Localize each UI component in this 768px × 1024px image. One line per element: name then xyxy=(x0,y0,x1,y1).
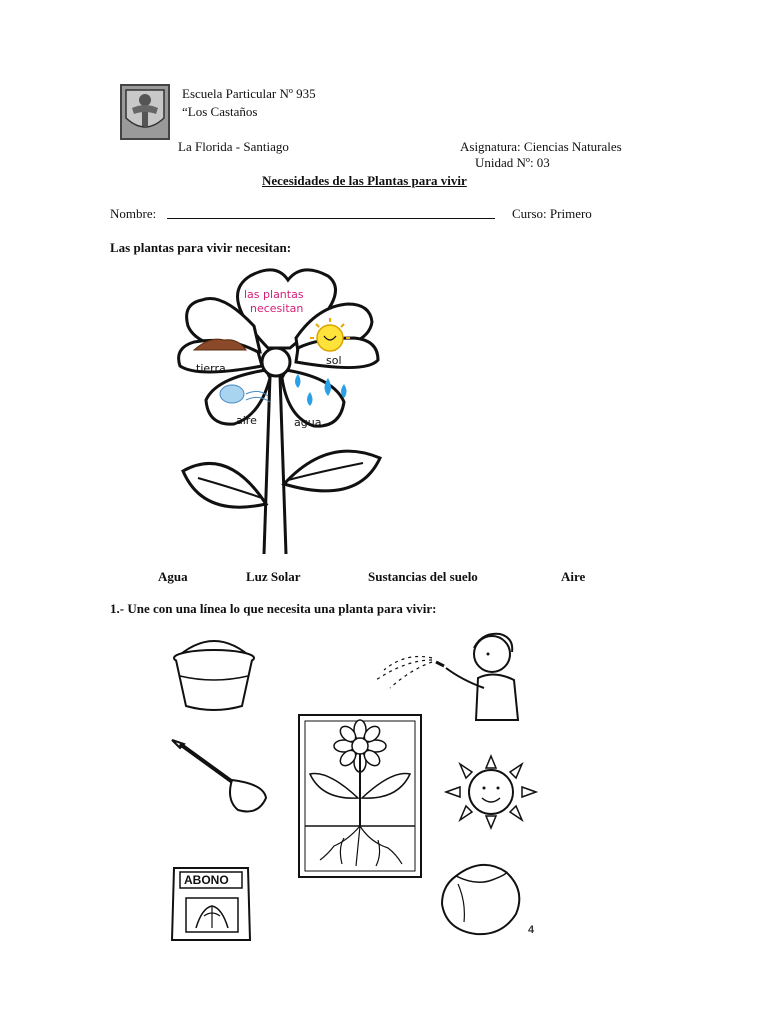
page-number: 4 xyxy=(528,924,535,936)
boy-watering-icon[interactable] xyxy=(366,630,536,722)
fertilizer-bag-label: ABONO xyxy=(184,873,229,887)
name-label: Nombre: xyxy=(110,206,157,221)
fertilizer-bag[interactable] xyxy=(168,864,254,942)
flower-center-text-1: las plantas xyxy=(244,288,304,301)
school-logo xyxy=(120,84,170,140)
petal-label-aire: aire xyxy=(236,414,257,427)
flower-diagram xyxy=(158,266,394,554)
school-location: La Florida - Santiago xyxy=(178,139,289,154)
name-blank-line[interactable] xyxy=(167,218,495,219)
petal-label-agua: agua xyxy=(294,416,322,429)
shovel-icon[interactable] xyxy=(166,734,270,816)
petal-label-sol: sol xyxy=(326,354,342,367)
peach-icon[interactable] xyxy=(436,862,526,938)
unit-label: Unidad Nº: 03 xyxy=(475,155,550,170)
subject-label: Asignatura: Ciencias Naturales xyxy=(460,139,622,154)
flower-center-text-2: necesitan xyxy=(250,302,304,315)
school-subtitle: “Los Castaños xyxy=(182,104,258,119)
page-title: Necesidades de las Plantas para vivir xyxy=(262,173,467,188)
need-item-agua: Agua xyxy=(158,569,188,584)
school-name: Escuela Particular Nº 935 xyxy=(182,86,316,101)
plant-roots-picture xyxy=(298,714,422,878)
course-label: Curso: Primero xyxy=(512,206,592,221)
intro-text: Las plantas para vivir necesitan: xyxy=(110,240,292,255)
need-item-suelo: Sustancias del suelo xyxy=(368,569,478,584)
petal-label-tierra: tierra xyxy=(196,362,226,375)
exercise-instruction: 1.- Une con una línea lo que necesita una planta para vivir: xyxy=(110,601,437,616)
bucket-icon[interactable] xyxy=(168,636,260,712)
need-item-aire: Aire xyxy=(561,569,586,584)
sun-icon[interactable] xyxy=(436,750,546,834)
need-item-luz-solar: Luz Solar xyxy=(246,569,301,584)
